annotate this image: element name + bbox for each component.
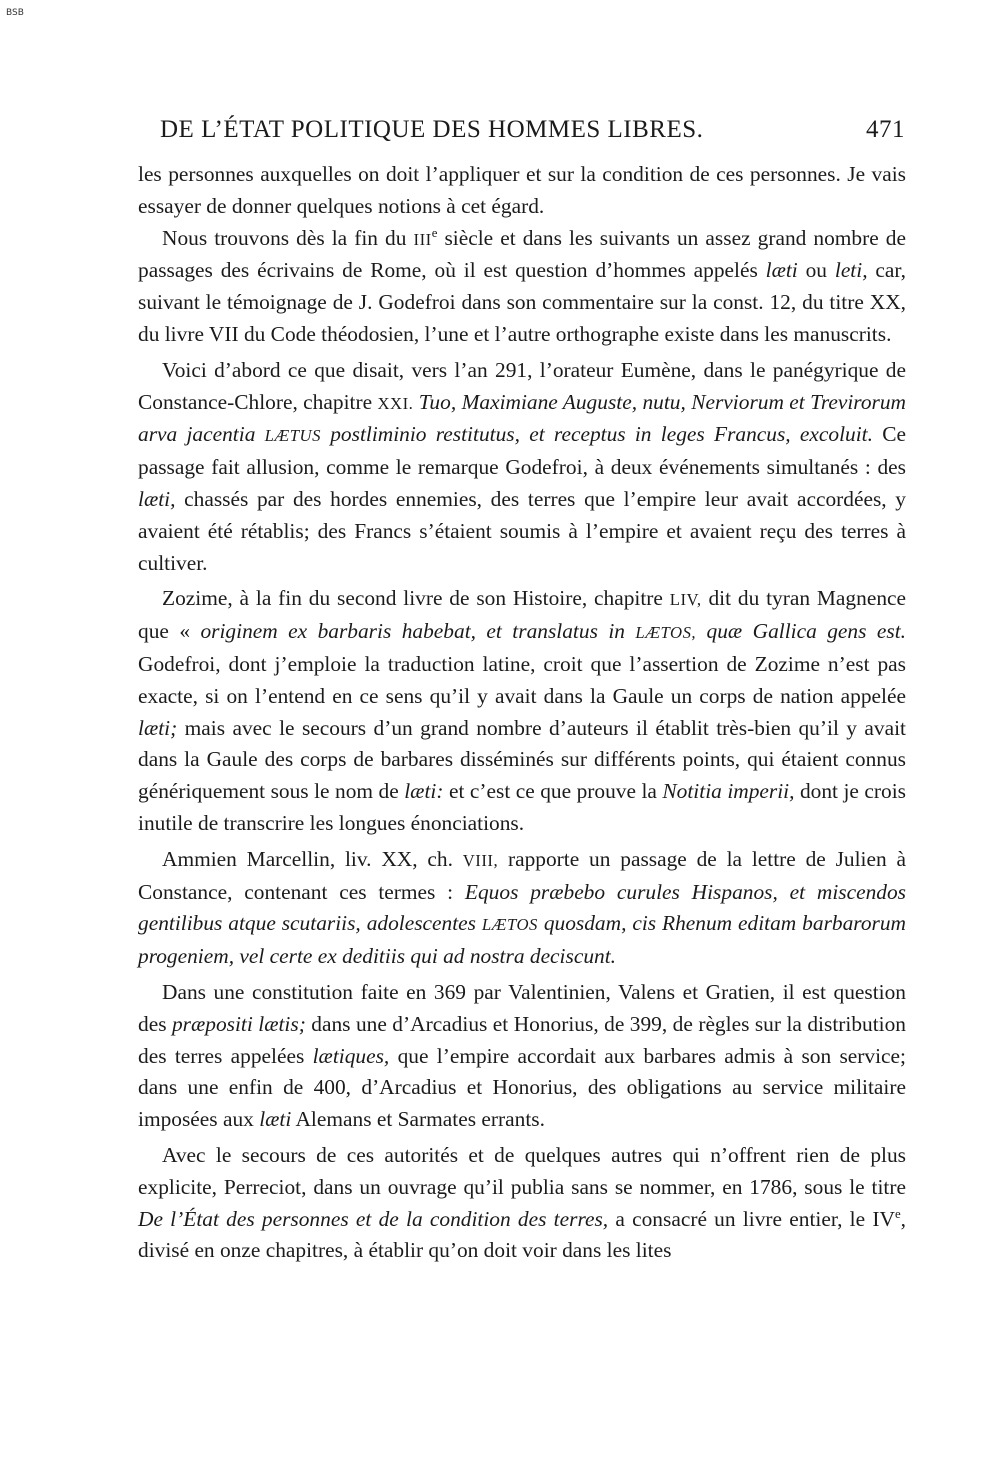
italic-term: læti:	[404, 779, 444, 804]
text-run: Dans une constitution faite en 369 par Valentinien, Valens et Gratien, il est question des	[138, 979, 906, 1036]
text-run: Ammien Marcellin, liv. XX, ch.	[162, 846, 463, 871]
text-run: dit du tyran Magnence que «	[138, 586, 906, 644]
text-run: ou	[797, 258, 835, 283]
latin-quote: Equos præbebo curules Hispanos, et miscendos gentilibus atque scutariis, adolescentes LÆTOS quosdam, cis Rhenum editam barbarorum progeniem, vel certe ex deditiis qui ad nostra deciscunt.	[138, 879, 906, 969]
italic-term: lætiques,	[312, 1043, 390, 1068]
latin-quote: originem ex barbaris habebat, et translatus in LÆTOS, quæ Gallica gens est.	[200, 619, 907, 644]
text-run: Ce passage fait allusion, comme le remarque Godefroi, à deux événements simultanés : des	[138, 422, 907, 480]
latin-quote: Tuo, Maximiane Auguste, nutu, Nerviorum et Trevirorum arva jacentia LÆTUS postliminio restitutus, et receptus in leges Francus, excoluit.	[138, 389, 907, 447]
roman-numeral: XXI.	[377, 393, 414, 413]
italic-term: læti	[259, 1107, 292, 1132]
paragraph-1	[138, 223, 906, 351]
library-stamp: BSB	[6, 8, 24, 18]
italic-term: læti	[765, 258, 798, 283]
paragraph-2	[138, 355, 906, 580]
superscript: e	[431, 225, 438, 240]
paragraph-6	[138, 1140, 906, 1267]
text-run: que l’empire accordait aux barbares admis à son service; dans une enfin de 400, d’Arcadius et Honorius, des obligations au service militaire imposées aux	[138, 1043, 906, 1132]
text-run: rapporte un passage de la lettre de Julien à Constance, contenant ces termes :	[138, 846, 906, 904]
italic-term: Notitia imperii,	[662, 779, 795, 804]
page-number: 471	[866, 116, 905, 143]
text-run: mais avec le secours d’un grand nombre d’auteurs il établit très-bien qu’il y avait dans la Gaule des corps de barbares disséminés sur différents points, qui étaient connus génériquement sous le nom de	[138, 715, 906, 804]
text-run: Zozime, à la fin du second livre de son Histoire, chapitre	[162, 586, 670, 611]
text-run: Voici d’abord ce que disait, vers l’an 291, l’orateur Eumène, dans le panégyrique de Constance-Chlore, chapitre	[138, 357, 906, 414]
paragraph-0: les personnes auxquelles on doit l’appliquer et sur la condition de ces personnes. Je vais essayer de donner quelques notions à cet égard.	[138, 162, 906, 218]
text-run: dans une d’Arcadius et Honorius, de 399, de règles sur la distribution des terres appelées	[138, 1011, 906, 1068]
text-run: a consacré un livre entier, le IV	[608, 1206, 895, 1231]
roman-numeral: III	[413, 229, 432, 249]
text-run: siècle et dans les suivants un assez grand nombre de passages des écrivains de Rome, où il est question d’hommes appelés	[138, 225, 906, 283]
paragraph-4	[138, 844, 906, 973]
roman-numeral: VIII,	[462, 850, 499, 870]
text-run: chassés par des hordes ennemies, des terres que l’empire leur avait accordées, y avaient été rétablis; des Francs s’étaient soumis à l’empire et avaient reçu des terres à cultiver.	[138, 486, 906, 575]
italic-term: læti;	[138, 715, 178, 740]
text-run: et c’est ce que prouve la	[443, 779, 663, 804]
superscript: e	[894, 1206, 901, 1221]
text-run: , divisé en onze chapitres, à établir qu’on doit voir dans les lites	[138, 1206, 906, 1263]
text-run: Godefroi, dont j’emploie la traduction latine, croit que l’assertion de Zozime n’est pas exacte, si on l’entend en ce sens qu’il y avait dans la Gaule un corps de nation appelée	[138, 651, 906, 708]
small-caps-term: LÆTOS,	[635, 623, 697, 643]
italic-term: læti,	[138, 486, 176, 511]
running-title: DE L’ÉTAT POLITIQUE DES HOMMES LIBRES.	[160, 116, 704, 143]
small-caps-term: LÆTOS	[481, 915, 538, 935]
text-run: Alemans et Sarmates errants.	[291, 1107, 545, 1132]
page-body	[138, 159, 906, 1267]
roman-numeral: LIV,	[669, 590, 702, 610]
text-run: dont je crois inutile de transcrire les longues énonciations.	[138, 779, 906, 835]
text-run: car, suivant le témoignage de J. Godefroi dans son commentaire sur la const. 12, du titre XX, du livre VII du Code théodosien, l’une et l’autre orthographe existe dans les manuscrits.	[138, 258, 907, 346]
text-run: Nous trouvons dès la fin du	[162, 225, 414, 250]
book-title: De l’État des personnes et de la condition des terres,	[138, 1206, 609, 1231]
italic-term: præpositi lætis;	[171, 1011, 306, 1036]
italic-term: leti,	[834, 258, 868, 283]
text-run: Avec le secours de ces autorités et de quelques autres qui n’offrent rien de plus explicite, Perreciot, dans un ouvrage qu’il publia sans se nommer, en 1786, sous le titre	[138, 1142, 906, 1199]
small-caps-term: LÆTUS	[264, 426, 321, 446]
paragraph-3	[138, 583, 906, 839]
paragraph-5	[138, 977, 906, 1136]
